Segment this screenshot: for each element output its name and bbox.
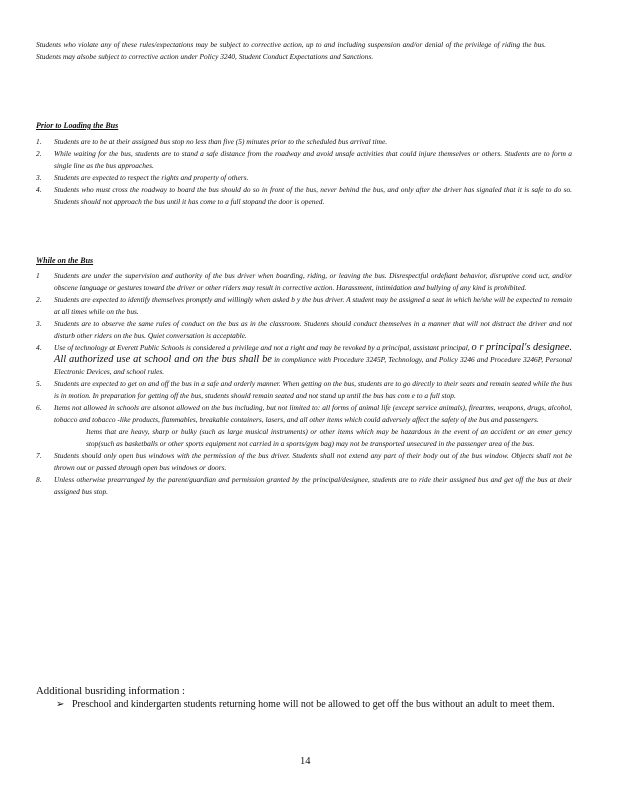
item-number: 7.: [36, 451, 42, 460]
list-item: [36, 270, 572, 294]
item-text: Students are to be at their assigned bus stop no less than five (5) minutes prior to the scheduled bus arrival time.: [54, 137, 388, 146]
list-item: [36, 136, 572, 148]
item-number: 6.: [36, 403, 42, 412]
item-text: While waiting for the bus, students are to stand a safe distance from the roadway and avoid unsafe activities that could injure themselves or others. Students are to form a single line as the bus approaches.: [54, 149, 572, 170]
item-text: Unless otherwise prearranged by the parent/guardian and permission granted by the principal/designee, students are to ride their assigned bus and get off the bus at their assigned bus stop.: [54, 475, 572, 496]
list-item: [36, 342, 572, 378]
list-item: [36, 378, 572, 402]
prior-heading: Prior to Loading the Bus: [36, 121, 119, 130]
list-item: [36, 148, 572, 172]
item-text: Students are expected to get on and off the bus in a safe and orderly manner. When getting on the bus, students are to go directly to their seats and remain seated while the bus is in motion. In preparation for getting off the bus, students should remain seated and not stand up until the bus has com e to a full stop.: [54, 379, 572, 400]
item-text: Preschool and kindergarten students returning home will not be allowed to get off the bus without an adult to meet them.: [72, 699, 555, 710]
while-list: [36, 270, 572, 498]
item-text-c: in compliance with Procedure 3245P, Technology, and Policy 3246 and Procedure 3246P, Personal Electronic Devices, and school rules.: [54, 355, 572, 376]
item-number: 2.: [36, 295, 42, 304]
item-text: Students should only open bus windows with the permission of the bus driver. Students shall not extend any part of their body out of the bus window. Objects shall not be thrown out or passed through open bus windows or doors.: [54, 451, 572, 472]
arrow-bullet-icon: ➢: [56, 699, 65, 710]
additional-list: [56, 698, 562, 712]
item-text-b: o r principal's designee. All authorized use at school and on the bus shall be: [54, 342, 572, 365]
additional-heading: Additional busriding information :: [36, 685, 186, 697]
list-item: [36, 318, 572, 342]
list-item: [36, 184, 572, 208]
list-item: [36, 402, 572, 450]
item-text: Students are under the supervision and authority of the bus driver when boarding, riding, or leaving the bus. Disrespectful ordefiant behavior, disruptive cond uct, and/or obscene language or gestures toward the driver or other riders may result in corrective action. Harassment, intimidation and bullying of any kind is prohibited.: [54, 271, 572, 292]
item-text: Students are expected to respect the rights and property of others.: [54, 173, 249, 182]
item-text: Students are expected to identify themselves promptly and willingly when asked b y the bus driver. A student may be assigned a seat in which he/she will be expected to remain at all times while on the bus.: [54, 295, 572, 316]
item-number: 4.: [36, 185, 42, 194]
item-number: 3.: [36, 319, 42, 328]
item-text-a: Use of technology at Everett Public Schools is considered a privilege and not a right and may be revoked by a principal, assistant principal,: [54, 343, 470, 352]
list-item: [36, 450, 572, 474]
list-item: [36, 294, 572, 318]
item-number: 8.: [36, 475, 42, 484]
list-item: [36, 172, 572, 184]
item-number: 2.: [36, 149, 42, 158]
item-number: 5.: [36, 379, 42, 388]
page-number: 14: [300, 756, 311, 767]
item-subparagraph: Items that are heavy, sharp or bulky (such as large musical instruments) or other items which may be hazardous in the event of an accident or an emer gency stop(such as basketballs or other sports equipment not carried in a sports/gym bag) may not be transported unsecured in the passenger area of the bus.: [86, 427, 572, 448]
item-text: Items not allowed in schools are alsonot allowed on the bus including, but not limited to: all forms of animal life (except service animals), firearms, weapons, drugs, alcohol, tobacco and tobacco -like products, flammables, breakable containers, lasers, and all other items which could adversely affect the safety of the bus and passengers.: [54, 403, 572, 424]
item-text: Students who must cross the roadway to board the bus should do so in front of the bus, never behind the bus, and only after the driver has signaled that it is safe to do so. Students should not approach the bus until it has come to a full stopand the door is opened.: [54, 185, 572, 206]
item-number: 1: [36, 271, 40, 280]
list-item: [56, 698, 562, 712]
item-text: Students are to observe the same rules of conduct on the bus as in the classroom. Students should conduct themselves in a manner that will not distract the driver and not disturb other riders on the bus. Quiet conversation is acceptable.: [54, 319, 572, 340]
list-item: [36, 474, 572, 498]
intro-paragraph: Students who violate any of these rules/expectations may be subject to corrective action, up to and including suspension and/or denial of the privilege of riding the bus. Students may alsobe subject to corrective action under Policy 3240, Student Conduct Expectations and Sanctions.: [36, 40, 546, 61]
item-number: 4.: [36, 343, 42, 352]
prior-list: [36, 136, 572, 208]
item-number: 3.: [36, 173, 42, 182]
item-number: 1.: [36, 137, 42, 146]
while-heading: While on the Bus: [36, 256, 94, 265]
